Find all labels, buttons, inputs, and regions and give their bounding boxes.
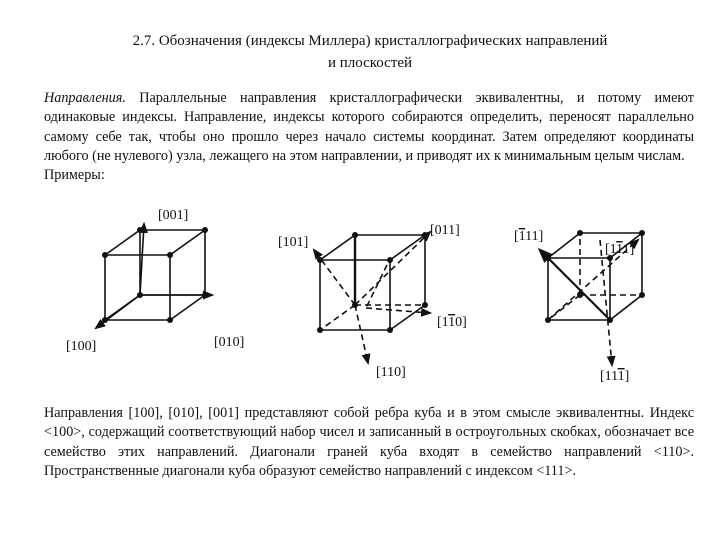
examples-label: Примеры:	[44, 167, 105, 184]
label-001: [001]	[158, 208, 189, 223]
label-101: [101]	[278, 235, 309, 250]
label-11bar1-bottom: [111]	[600, 369, 630, 384]
intro-lead: Направления.	[44, 90, 126, 106]
intro-text: Параллельные направления кристаллографически эквивалентны, и потому имеют одинаковые индексы. Направление, индексы которого собираются определить, переносят параллельно самому себе так, чтобы оно прошло через начало системы координат. Затем определяют координаты любого (не нулевого) узла, лежащего на этом направлении, и приводят их к минимальным целым числам.	[44, 90, 694, 164]
direction-1bar11-arrow	[540, 250, 610, 320]
section-title	[70, 30, 670, 74]
cube-diagrams	[0, 200, 720, 390]
label-011: [011]	[430, 223, 460, 238]
section-title-line2: и плоскостей	[327, 55, 413, 71]
label-11bar1-mid: [111]	[605, 242, 635, 257]
conclusion-paragraph: Направления [100], [010], [001] представляют собой ребра куба и в этом смысле эквивалентны. Индекс <100>, содержащий соответствующий набор чисел и записанный в остроугольных скобках, обозначает все семейство этих направлений. Диагонали граней куба входят в семейство направлений <110>. Пространственные диагонали куба образуют семейство направлений с индексом <111>.	[44, 405, 694, 479]
intro-paragraph	[44, 89, 694, 185]
cube-1-nodes	[102, 227, 208, 323]
label-010: [010]	[214, 335, 245, 350]
direction-011-arrow	[355, 232, 430, 305]
cube-1	[96, 224, 212, 328]
label-1bar10: [110]	[437, 315, 467, 330]
cube-2	[314, 232, 430, 363]
direction-100-arrow	[96, 295, 140, 328]
label-110: [110]	[376, 365, 406, 380]
label-100: [100]	[66, 339, 97, 354]
direction-110-arrow	[355, 305, 368, 363]
label-1bar11: [111]	[514, 229, 544, 244]
section-title-line1: 2.7. Обозначения (индексы Миллера) кристаллографических направлений	[132, 33, 608, 49]
cube-2-nodes	[317, 232, 428, 333]
